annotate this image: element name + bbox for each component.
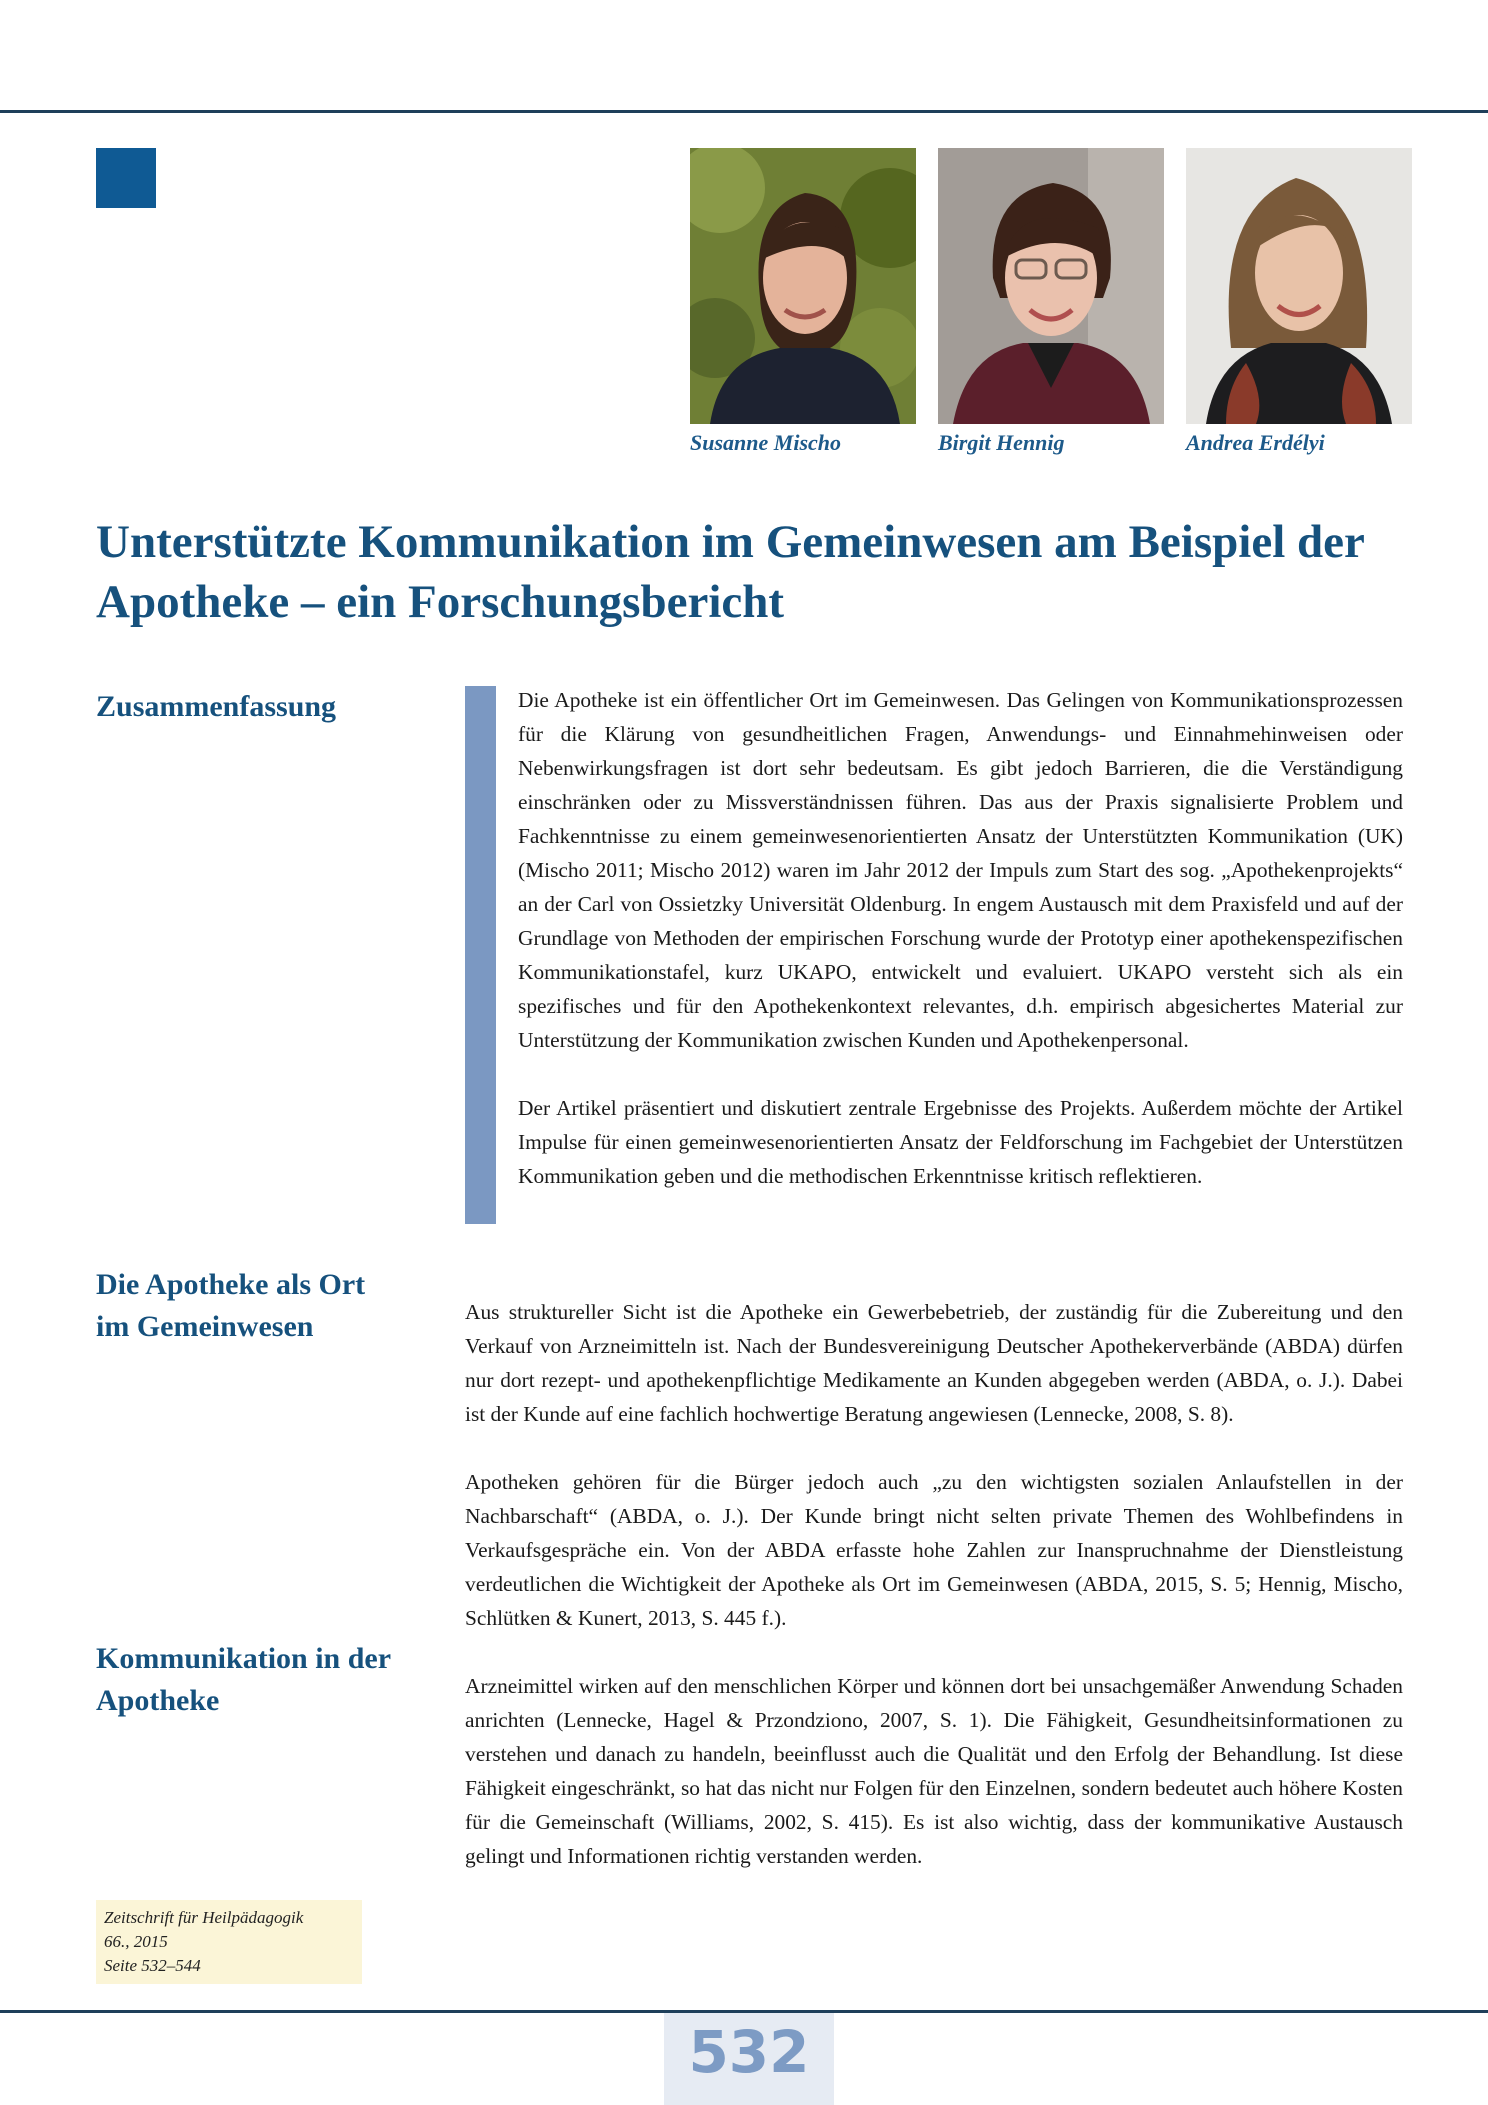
abstract-paragraph: Der Artikel präsentiert und diskutiert zentrale Ergebnisse des Projekts. Außerdem möchte der Artikel Impulse für einen gemeinwesenorientierten Ansatz der Feldforschung im Fachgebiet der Unterstützen Kommunikation geben und die methodischen Erkenntnisse kritisch reflektieren.: [518, 1096, 1403, 1188]
journal-name: Zeitschrift für Heilpädagogik: [104, 1908, 304, 1927]
author-name: Andrea Erdélyi: [1186, 430, 1325, 455]
abstract: [518, 683, 1403, 1193]
author-name: Birgit Hennig: [938, 430, 1065, 455]
author-name: Susanne Mischo: [690, 430, 842, 455]
article-title: Unterstützte Kommunikation im Gemeinwesen am Beispiel der Apotheke – ein Forschungsbericht: [96, 516, 1365, 628]
body-paragraph: Apotheken gehören für die Bürger jedoch auch „zu den wichtigsten sozialen Anlaufstellen in der Nachbarschaft“ (ABDA, o. J.). Der Kunde bringt nicht selten private Themen des Wohlbefindens in Verkaufsgespräche ein. Von der ABDA erfasste hohe Zahlen zur Inanspruchnahme der Dienstleistung verdeutlichen die Wichtigkeit der Apotheke als Ort im Gemeinwesen (ABDA, 2015, S. 5; Hennig, Mischo, Schlütken & Kunert, 2013, S. 445 f.).: [465, 1470, 1403, 1630]
author-photo-erdelyi: [1186, 148, 1412, 424]
journal-info: [96, 1900, 362, 1984]
journal-volume: 66., 2015: [104, 1932, 168, 1951]
abstract-paragraph: Die Apotheke ist ein öffentlicher Ort im Gemeinwesen. Das Gelingen von Kommunikationsprozessen für die Klärung von gesundheitlichen Fragen, Anwendungs- und Einnahmehinweisen oder Nebenwirkungsfragen ist dort sehr bedeutsam. Es gibt jedoch Barrieren, die die Verständigung einschränken oder zu Missverständnissen führen. Das aus der Praxis signalisierte Problem und Fachkenntnisse zu einem gemeinwesenorientierten Ansatz der Unterstützten Kommunikation (UK) (Mischo 2011; Mischo 2012) waren im Jahr 2012 der Impuls zum Start des sog. „Apothekenprojekts“ an der Carl von Ossietzky Universität Oldenburg. In engem Austausch mit dem Praxisfeld und auf der Grundlage von Methoden der empirischen Forschung wurde der Prototyp einer apothekenspezifischen Kommunikationstafel, kurz UKAPO, entwickelt und evaluiert. UKAPO versteht sich als ein spezifisches und für den Apothekenkontext relevantes, d.h. empirisch abgesichertes Material zur Unterstützung der Kommunikation zwischen Kunden und Apothekenpersonal.: [518, 688, 1403, 1052]
heading-summary: Zusammenfassung: [96, 690, 337, 723]
page-number: 532: [664, 2013, 834, 2105]
author-photo-mischo: [690, 148, 916, 424]
author-photo-hennig: [938, 148, 1164, 424]
body-paragraph: Aus struktureller Sicht ist die Apotheke ein Gewerbebetrieb, der zuständig für die Zubereitung und den Verkauf von Arzneimitteln ist. Nach der Bundesvereinigung Deutscher Apothekerverbände (ABDA) dürfen nur dort rezept- und apothekenpflichtige Medikamente an Kunden abgegeben werden (ABDA, o. J.). Dabei ist der Kunde auf eine fachlich hochwertige Beratung angewiesen (Lennecke, 2008, S. 8).: [465, 1300, 1403, 1426]
heading-place: Die Apotheke als Ort im Gemeinwesen: [96, 1268, 366, 1343]
body-text: [465, 1295, 1403, 1873]
decorative-square: [96, 148, 156, 208]
top-rule: [0, 110, 1488, 113]
abstract-bar: [465, 686, 496, 1224]
body-paragraph: Arzneimittel wirken auf den menschlichen Körper und können dort bei unsachgemäßer Anwendung Schaden anrichten (Lennecke, Hagel & Przondziono, 2007, S. 1). Die Fähigkeit, Gesundheitsinformationen zu verstehen und danach zu handeln, beeinflusst auch die Qualität und den Erfolg der Behandlung. Ist diese Fähigkeit eingeschränkt, so hat das nicht nur Folgen für den Einzelnen, sondern bedeutet auch höhere Kosten für die Gemeinschaft (Williams, 2002, S. 415). Es ist also wichtig, dass der kommunikative Austausch gelingt und Informationen richtig verstanden werden.: [465, 1674, 1403, 1868]
heading-communication: Kommunikation in der Apotheke: [96, 1642, 391, 1717]
journal-pages: Seite 532–544: [104, 1956, 201, 1975]
